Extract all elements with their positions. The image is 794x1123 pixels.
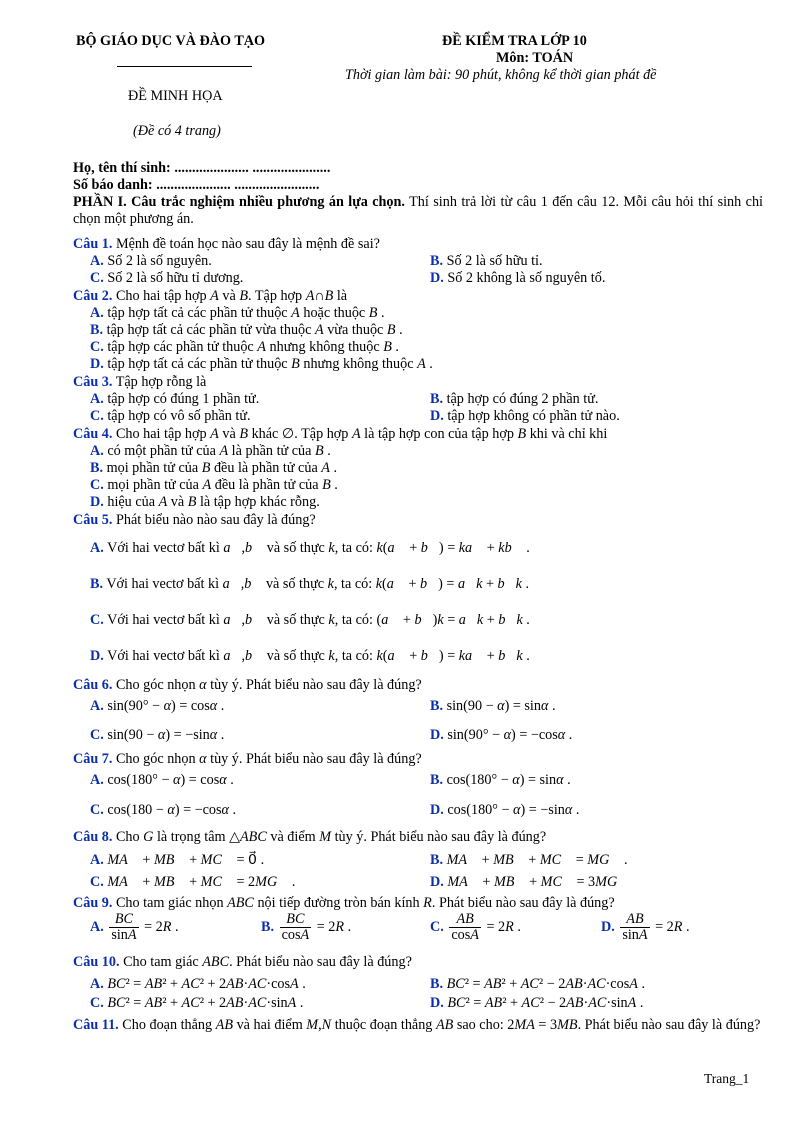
q7-option-c[interactable]: C. cos(180 − α) = −cosα . [90, 802, 237, 818]
question-11: Câu 11. Cho đoạn thẳng AB và hai điểm M,N thuộc đoạn thẳng AB sao cho: 2MA = 3MB. Phát biểu nào sau đây là đúng? [73, 1017, 761, 1033]
q5-option-d[interactable]: D. Với hai vectơ bất kì a⃗,b⃗ và số thực k, ta có: k(a⃗ + b⃗) = ka⃗ + b⃗k . [90, 648, 530, 664]
exam-title: ĐỀ KIỂM TRA LỚP 10 [442, 33, 587, 49]
q5-option-c[interactable]: C. Với hai vectơ bất kì a⃗,b⃗ và số thực k, ta có: (a⃗ + b⃗)k = a⃗k + b⃗k . [90, 612, 530, 628]
student-id-label: Số báo danh: [73, 177, 153, 193]
q8-option-b[interactable]: B. MA⃗ + MB⃗ + MC⃗ = MG⃗ . [430, 852, 628, 868]
q2-option-b[interactable]: B. tập hợp tất cả các phần tử vừa thuộc A vừa thuộc B . [90, 322, 403, 338]
part1-instruction: Thí sinh trả lời từ câu 1 đến câu 12. Mỗi câu hỏi thí sinh chỉ chọn một phương án. [73, 194, 763, 227]
q8-option-a[interactable]: A. MA⃗ + MB⃗ + MC⃗ = 0⃗ . [90, 852, 265, 868]
student-name-label: Họ, tên thí sinh: [73, 160, 171, 176]
exam-subject: Môn: TOÁN [496, 50, 574, 66]
ministry-name: BỘ GIÁO DỤC VÀ ĐÀO TẠO [76, 33, 266, 49]
question-1-text: Mệnh đề toán học nào sau đây là mệnh đề sai? [115, 236, 380, 252]
question-1: Câu 1. Mệnh đề toán học nào sau đây là mệnh đề sai? [73, 236, 380, 252]
q2-option-c[interactable]: C. tập hợp các phần tử thuộc A nhưng không thuộc B . [90, 339, 399, 355]
student-name-field[interactable] [73, 160, 330, 177]
q4-option-d[interactable]: D. hiệu của A và B là tập hợp khác rỗng. [90, 494, 320, 510]
student-id-dots: ..................... ........................ [156, 177, 320, 193]
q1-option-b[interactable]: B. Số 2 là số hữu tỉ. [430, 253, 543, 269]
q6-option-d[interactable]: D. sin(90° − α) = −cosα . [430, 727, 573, 743]
q1-option-a[interactable]: A. Số 2 là số nguyên. [90, 253, 212, 269]
q4-option-b[interactable]: B. mọi phần tử của B đều là phần tử của A . [90, 460, 338, 476]
q2-option-d[interactable]: D. tập hợp tất cả các phần tử thuộc B nhưng không thuộc A . [90, 356, 433, 372]
part1-heading: PHẦN I. Câu trắc nghiệm nhiều phương án lựa chọn. [73, 194, 405, 210]
q10-option-b[interactable]: B. BC² = AB² + AC² − 2AB·AC·cosA . [430, 976, 645, 992]
q5-option-b[interactable]: B. Với hai vectơ bất kì a⃗,b⃗ và số thực k, ta có: k(a⃗ + b⃗) = a⃗k + b⃗k . [90, 576, 530, 592]
q4-option-c[interactable]: C. mọi phần tử của A đều là phần tử của B . [90, 477, 338, 493]
q3-option-a[interactable]: A. tập hợp có đúng 1 phần tử. [90, 391, 260, 407]
q10-option-d[interactable]: D. BC² = AB² + AC² − 2AB·AC·sinA . [430, 995, 644, 1011]
page-number: Trang_1 [704, 1071, 750, 1086]
question-9: Câu 9. Cho tam giác nhọn ABC nội tiếp đường tròn bán kính R. Phát biểu nào sau đây là đúng? [73, 895, 615, 911]
q9-option-b[interactable]: B. $\frac{BC}{\cos A}$ = 2R . [261, 911, 352, 943]
question-3: Câu 3. Tập hợp rỗng là [73, 374, 207, 390]
q10-option-c[interactable]: C. BC² = AB² + AC² + 2AB·AC·sinA . [90, 995, 304, 1011]
header-divider [117, 66, 252, 67]
q3-option-d[interactable]: D. tập hợp không có phần tử nào. [430, 408, 620, 424]
question-10: Câu 10. Cho tam giác ABC. Phát biểu nào sau đây là đúng? [73, 954, 412, 970]
student-id-field[interactable] [73, 177, 319, 194]
question-2: Câu 2. Cho hai tập hợp A và B. Tập hợp A∩B là [73, 288, 348, 304]
q9-option-c[interactable]: C. $\frac{AB}{\cos A}$ = 2R . [430, 911, 521, 943]
student-name-dots: ..................... ...................... [174, 160, 331, 176]
question-6: Câu 6. Cho góc nhọn α tùy ý. Phát biểu nào sau đây là đúng? [73, 677, 422, 693]
question-7: Câu 7. Cho góc nhọn α tùy ý. Phát biểu nào sau đây là đúng? [73, 751, 422, 767]
q5-option-a[interactable]: A. Với hai vectơ bất kì a⃗,b⃗ và số thực k, ta có: k(a⃗ + b⃗) = ka⃗ + kb⃗ . [90, 540, 530, 556]
exam-time-note: Thời gian làm bài: 90 phút, không kể thời gian phát đề [345, 67, 657, 83]
question-4: Câu 4. Cho hai tập hợp A và B khác ∅. Tập hợp A là tập hợp con của tập hợp B khi và chỉ khi [73, 426, 608, 442]
question-5: Câu 5. Phát biểu nào nào sau đây là đúng? [73, 512, 316, 528]
q6-option-a[interactable]: A. sin(90° − α) = cosα . [90, 698, 225, 714]
q7-option-d[interactable]: D. cos(180° − α) = −sinα . [430, 802, 580, 818]
q7-option-b[interactable]: B. cos(180° − α) = sinα . [430, 772, 571, 788]
q7-option-a[interactable]: A. cos(180° − α) = cosα . [90, 772, 234, 788]
q9-option-a[interactable]: A. $\frac{BC}{\sin A}$ = 2R . [90, 911, 179, 943]
q8-option-d[interactable]: D. MA⃗ + MB⃗ + MC⃗ = 3MG⃗ [430, 874, 629, 890]
q4-option-a[interactable]: A. có một phần tử của A là phần tử của B . [90, 443, 331, 459]
q10-option-a[interactable]: A. BC² = AB² + AC² + 2AB·AC·cosA . [90, 976, 306, 992]
sample-label: ĐỀ MINH HỌA [128, 88, 223, 104]
q6-option-c[interactable]: C. sin(90 − α) = −sinα . [90, 727, 225, 743]
q8-option-c[interactable]: C. MA⃗ + MB⃗ + MC⃗ = 2MG⃗ . [90, 874, 296, 890]
part1-intro [73, 194, 763, 228]
q2-option-a[interactable]: A. tập hợp tất cả các phần tử thuộc A hoặc thuộc B . [90, 305, 385, 321]
q1-option-c[interactable]: C. Số 2 là số hữu tỉ dương. [90, 270, 244, 286]
q6-option-b[interactable]: B. sin(90 − α) = sinα . [430, 698, 556, 714]
pages-note: (Đề có 4 trang) [133, 123, 221, 139]
q1-option-d[interactable]: D. Số 2 không là số nguyên tố. [430, 270, 606, 286]
q9-option-d[interactable]: D. $\frac{AB}{\sin A}$ = 2R . [601, 911, 690, 943]
q3-option-c[interactable]: C. tập hợp có vô số phần tử. [90, 408, 251, 424]
q3-option-b[interactable]: B. tập hợp có đúng 2 phần tử. [430, 391, 599, 407]
question-8: Câu 8. Cho G là trọng tâm △ABC và điểm M tùy ý. Phát biểu nào sau đây là đúng? [73, 829, 547, 845]
